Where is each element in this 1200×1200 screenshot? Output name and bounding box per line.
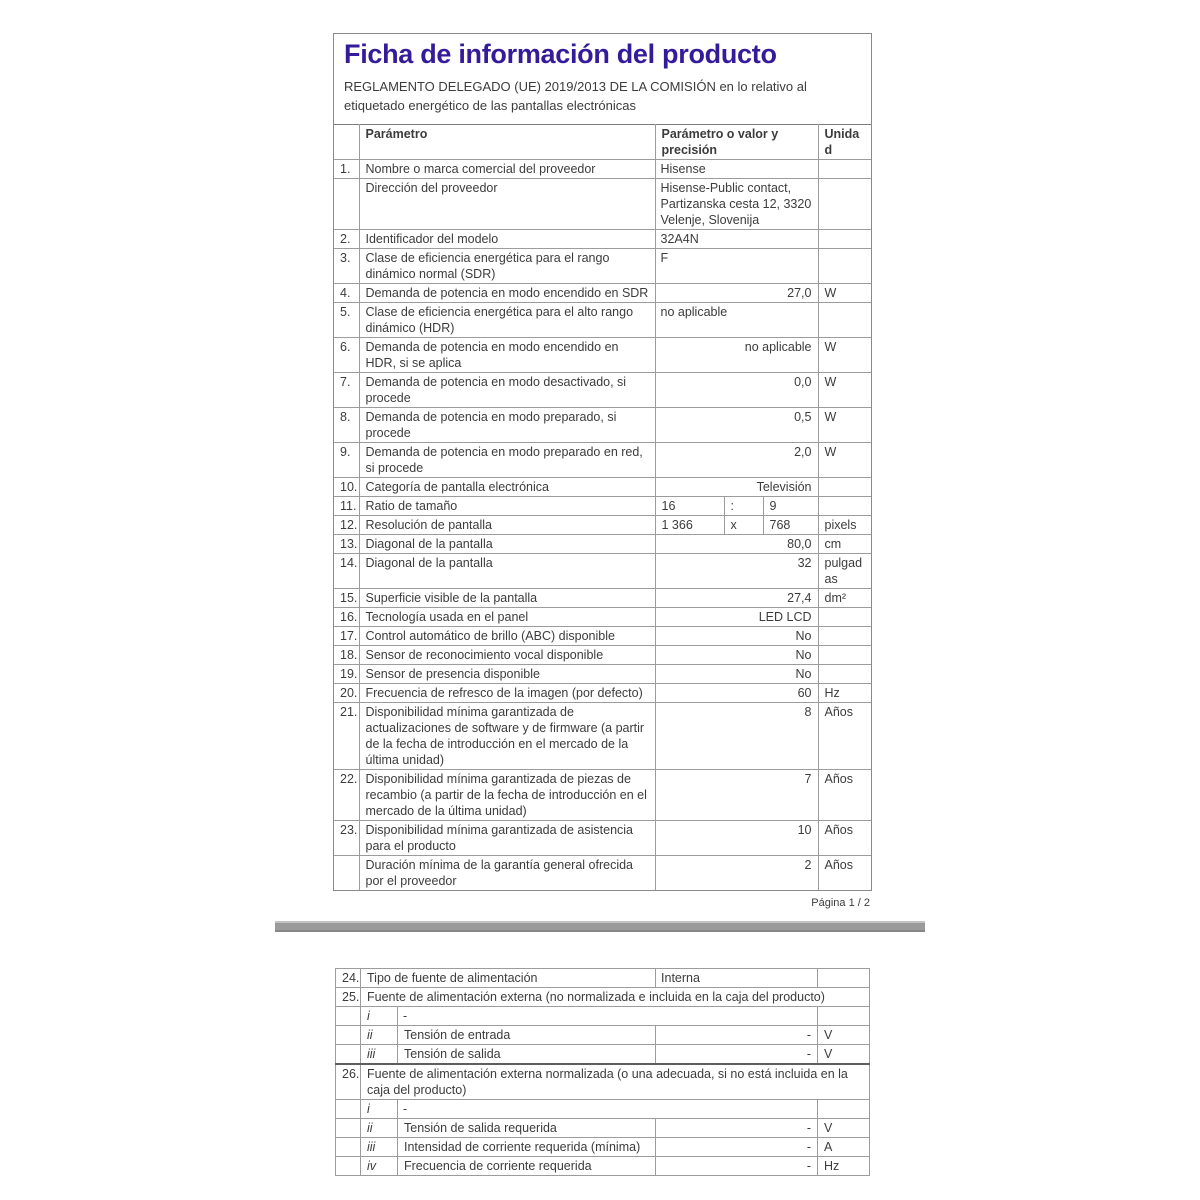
table-row: [334, 703, 871, 770]
table-row: [336, 1026, 870, 1045]
unit-cell: V: [818, 1026, 870, 1045]
value-cell: -: [656, 1157, 818, 1176]
row-number: 3.: [334, 249, 359, 284]
table-row: [336, 1064, 870, 1100]
value-part-2: 768: [763, 516, 818, 535]
parameter-label: Tipo de fuente de alimentación: [361, 969, 656, 988]
parameter-label: Disponibilidad mínima garantizada de piezas de recambio (a partir de la fecha de introducción en el mercado de la última unidad): [359, 770, 655, 821]
row-number: 23.: [334, 821, 359, 856]
row-number: 18.: [334, 646, 359, 665]
value-cell: no aplicable: [655, 303, 818, 338]
value-cell: Interna: [656, 969, 818, 988]
value-cell: 32A4N: [655, 230, 818, 249]
parameter-label: Superficie visible de la pantalla: [359, 589, 655, 608]
table-row: [334, 373, 871, 408]
table-row: [334, 665, 871, 684]
parameter-label: Tensión de salida requerida: [398, 1119, 656, 1138]
unit-cell: V: [818, 1119, 870, 1138]
value-cell: 2: [655, 856, 818, 891]
page-1-header: [334, 34, 871, 124]
table-row: [334, 478, 871, 497]
table-row: [336, 1007, 870, 1026]
row-number: 8.: [334, 408, 359, 443]
table-row: [336, 1157, 870, 1176]
unit-cell: [818, 179, 871, 230]
table-row: [334, 646, 871, 665]
sub-row-number: ii: [361, 1119, 398, 1138]
row-number: 22.: [334, 770, 359, 821]
table-row: [334, 684, 871, 703]
parameter-label: Clase de eficiencia energética para el rango dinámico normal (SDR): [359, 249, 655, 284]
parameter-label: Duración mínima de la garantía general ofrecida por el proveedor: [359, 856, 655, 891]
row-number: [336, 1045, 361, 1065]
row-number: 6.: [334, 338, 359, 373]
unit-cell: W: [818, 373, 871, 408]
parameter-label: Clase de eficiencia energética para el alto rango dinámico (HDR): [359, 303, 655, 338]
value-cell: No: [655, 646, 818, 665]
table-row: [336, 1119, 870, 1138]
unit-cell: [818, 478, 871, 497]
parameter-label: Disponibilidad mínima garantizada de asistencia para el producto: [359, 821, 655, 856]
value-part-2: 9: [763, 497, 818, 516]
unit-cell: Hz: [818, 1157, 870, 1176]
table-row: [334, 516, 871, 535]
value-cell: 27,4: [655, 589, 818, 608]
row-number: [336, 1007, 361, 1026]
value-cell: -: [656, 1045, 818, 1065]
unit-cell: A: [818, 1138, 870, 1157]
unit-cell: Años: [818, 856, 871, 891]
parameter-label: Sensor de presencia disponible: [359, 665, 655, 684]
table-row: [334, 338, 871, 373]
row-number: [334, 856, 359, 891]
parameter-label: Demanda de potencia en modo desactivado, si procede: [359, 373, 655, 408]
value-cell: No: [655, 627, 818, 646]
table-row: [334, 303, 871, 338]
parameter-label: Frecuencia de refresco de la imagen (por defecto): [359, 684, 655, 703]
value-cell: 10: [655, 821, 818, 856]
table-row: [334, 821, 871, 856]
parameter-label: Tensión de salida: [398, 1045, 656, 1065]
value-cell: Televisión: [655, 478, 818, 497]
value-cell: -: [398, 1100, 818, 1119]
table-row: [336, 1138, 870, 1157]
group-heading: Fuente de alimentación externa normalizada (o una adecuada, si no está incluida en la caja del producto): [361, 1064, 870, 1100]
parameter-label: Diagonal de la pantalla: [359, 535, 655, 554]
parameter-label: Demanda de potencia en modo preparado, si procede: [359, 408, 655, 443]
table-row: [334, 535, 871, 554]
parameter-label: Diagonal de la pantalla: [359, 554, 655, 589]
value-cell: 0,0: [655, 373, 818, 408]
value-part-1: 1 366: [655, 516, 724, 535]
parameter-label: Sensor de reconocimiento vocal disponible: [359, 646, 655, 665]
table-row: [334, 284, 871, 303]
table-row: [334, 627, 871, 646]
unit-cell: pixels: [818, 516, 871, 535]
header-parameter: Parámetro: [359, 125, 655, 160]
table-row: [334, 249, 871, 284]
unit-cell: [818, 160, 871, 179]
table-row: [334, 497, 871, 516]
value-cell: 8: [655, 703, 818, 770]
unit-cell: V: [818, 1045, 870, 1065]
table-row: [336, 1100, 870, 1119]
unit-cell: W: [818, 408, 871, 443]
row-number: 26.: [336, 1064, 361, 1100]
unit-cell: [818, 665, 871, 684]
value-cell: 27,0: [655, 284, 818, 303]
row-number: 1.: [334, 160, 359, 179]
value-cell: 7: [655, 770, 818, 821]
unit-cell: Años: [818, 703, 871, 770]
unit-cell: dm²: [818, 589, 871, 608]
unit-cell: Años: [818, 770, 871, 821]
value-cell: 0,5: [655, 408, 818, 443]
table-row: [336, 969, 870, 988]
table-row: [334, 554, 871, 589]
page-1-sheet: [333, 33, 872, 891]
row-number: 17.: [334, 627, 359, 646]
row-number: [334, 179, 359, 230]
unit-cell: [818, 249, 871, 284]
unit-cell: [818, 627, 871, 646]
value-cell: -: [656, 1119, 818, 1138]
value-cell: Hisense-Public contact, Partizanska cesta 12, 3320 Velenje, Slovenija: [655, 179, 818, 230]
table-row: [334, 856, 871, 891]
row-number: 4.: [334, 284, 359, 303]
row-number: 9.: [334, 443, 359, 478]
parameter-label: Nombre o marca comercial del proveedor: [359, 160, 655, 179]
group-heading: Fuente de alimentación externa (no normalizada e incluida en la caja del producto): [361, 988, 870, 1007]
parameter-label: Intensidad de corriente requerida (mínima): [398, 1138, 656, 1157]
unit-cell: W: [818, 338, 871, 373]
table-row: [334, 443, 871, 478]
unit-cell: [818, 1100, 870, 1119]
row-number: 12.: [334, 516, 359, 535]
page-number: Página 1 / 2: [811, 897, 870, 909]
table-row: [334, 160, 871, 179]
row-number: [336, 1138, 361, 1157]
unit-cell: pulgadas: [818, 554, 871, 589]
unit-cell: W: [818, 443, 871, 478]
row-number: [336, 1026, 361, 1045]
page-1: [333, 33, 872, 910]
row-number: 20.: [334, 684, 359, 703]
parameter-label: Ratio de tamaño: [359, 497, 655, 516]
parameter-label: Identificador del modelo: [359, 230, 655, 249]
value-cell: -: [398, 1007, 818, 1026]
value-cell: 80,0: [655, 535, 818, 554]
row-number: 14.: [334, 554, 359, 589]
parameter-label: Tecnología usada en el panel: [359, 608, 655, 627]
sub-row-number: iv: [361, 1157, 398, 1176]
row-number: 15.: [334, 589, 359, 608]
unit-cell: W: [818, 284, 871, 303]
sub-row-number: i: [361, 1100, 398, 1119]
parameter-label: Demanda de potencia en modo encendido en HDR, si se aplica: [359, 338, 655, 373]
parameter-label: Resolución de pantalla: [359, 516, 655, 535]
table-row: [334, 589, 871, 608]
value-cell: -: [656, 1138, 818, 1157]
unit-cell: [818, 646, 871, 665]
row-number: 24.: [336, 969, 361, 988]
value-cell: LED LCD: [655, 608, 818, 627]
table-row: [334, 179, 871, 230]
unit-cell: [818, 608, 871, 627]
row-number: 16.: [334, 608, 359, 627]
sub-row-number: i: [361, 1007, 398, 1026]
unit-cell: [818, 230, 871, 249]
table-row: [336, 988, 870, 1007]
product-info-table-page1: [334, 124, 871, 890]
value-cell: 60: [655, 684, 818, 703]
table-row: [334, 770, 871, 821]
table-row: [334, 608, 871, 627]
table-row: [334, 230, 871, 249]
parameter-label: Tensión de entrada: [398, 1026, 656, 1045]
value-cell: Hisense: [655, 160, 818, 179]
row-number: [336, 1100, 361, 1119]
row-number: 25.: [336, 988, 361, 1007]
regulation-subtitle: REGLAMENTO DELEGADO (UE) 2019/2013 DE LA COMISIÓN en lo relativo al etiquetado energético de las pantallas electrónicas: [344, 79, 807, 113]
sub-row-number: ii: [361, 1026, 398, 1045]
unit-cell: cm: [818, 535, 871, 554]
value-cell: F: [655, 249, 818, 284]
row-number: [336, 1119, 361, 1138]
page-separator-bar: [275, 921, 925, 932]
parameter-label: Dirección del proveedor: [359, 179, 655, 230]
parameter-label: Disponibilidad mínima garantizada de actualizaciones de software y de firmware (a partir de la fecha de introducción en el mercado de la última unidad): [359, 703, 655, 770]
row-number: [336, 1157, 361, 1176]
row-number: 11.: [334, 497, 359, 516]
value-cell: No: [655, 665, 818, 684]
parameter-label: Frecuencia de corriente requerida: [398, 1157, 656, 1176]
table-row: [336, 1045, 870, 1065]
header-unit: Unidad: [818, 125, 871, 160]
parameter-label: Categoría de pantalla electrónica: [359, 478, 655, 497]
header-number-cell: [334, 125, 359, 160]
header-value: Parámetro o valor y precisión: [655, 125, 818, 160]
value-separator: x: [724, 516, 763, 535]
value-cell: no aplicable: [655, 338, 818, 373]
product-info-table-page2: [335, 968, 870, 1176]
unit-cell: [818, 969, 870, 988]
unit-cell: [818, 303, 871, 338]
parameter-label: Control automático de brillo (ABC) disponible: [359, 627, 655, 646]
parameter-label: Demanda de potencia en modo encendido en SDR: [359, 284, 655, 303]
value-separator: :: [724, 497, 763, 516]
value-part-1: 16: [655, 497, 724, 516]
parameter-label: Demanda de potencia en modo preparado en red, si procede: [359, 443, 655, 478]
row-number: 10.: [334, 478, 359, 497]
row-number: 13.: [334, 535, 359, 554]
sub-row-number: iii: [361, 1138, 398, 1157]
value-cell: 2,0: [655, 443, 818, 478]
value-cell: -: [656, 1026, 818, 1045]
table-header-row: [334, 125, 871, 160]
page-title: Ficha de información del producto: [344, 39, 777, 69]
row-number: 21.: [334, 703, 359, 770]
row-number: 7.: [334, 373, 359, 408]
unit-cell: [818, 1007, 870, 1026]
value-cell: 32: [655, 554, 818, 589]
sub-row-number: iii: [361, 1045, 398, 1065]
unit-cell: Años: [818, 821, 871, 856]
row-number: 5.: [334, 303, 359, 338]
table-row: [334, 408, 871, 443]
unit-cell: Hz: [818, 684, 871, 703]
row-number: 2.: [334, 230, 359, 249]
row-number: 19.: [334, 665, 359, 684]
unit-cell: [818, 497, 871, 516]
